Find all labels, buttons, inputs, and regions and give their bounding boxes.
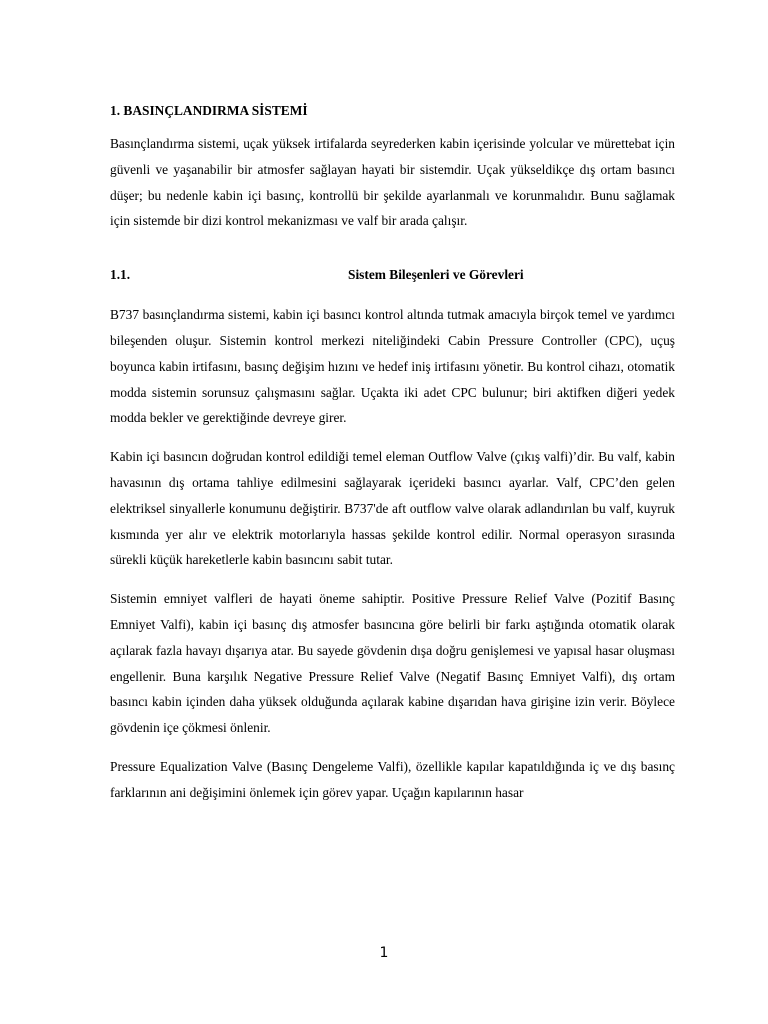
- body-paragraph: Pressure Equalization Valve (Basınç Dengeleme Valfi), özellikle kapılar kapatıldığında iç ve dış basınç farklarının ani değişimini önlemek için görev yapar. Uçağın kapılarının hasar: [110, 758, 675, 800]
- section-title: Sistem Bileşenleri ve Görevleri: [348, 267, 524, 283]
- intro-paragraph: Basınçlandırma sistemi, uçak yüksek irtifalarda seyrederken kabin içerisinde yolcular ve mürettebat için güvenli ve yaşanabilir bir atmosfer sağlayan hayati bir sistemdir. Uçak yükseldikçe dış ortam basıncı düşer; bu nedenle kabin içi basınç, kontrollü bir şekilde ayarlanmalı ve korunmalıdır. Bunu sağlamak için sistemde bir dizi kontrol mekanizması ve valf bir arada çalışır.: [110, 136, 675, 229]
- section-number: 1.1.: [110, 267, 131, 283]
- page-content: [110, 100, 675, 806]
- chapter-heading: 1. BASINÇLANDIRMA SİSTEMİ: [110, 103, 308, 118]
- body-paragraph: B737 basınçlandırma sistemi, kabin içi basıncı kontrol altında tutmak amacıyla birçok temel ve yardımcı bileşenden oluşur. Sistemin kontrol merkezi niteliğindeki Cabin Pressure Controller (CPC), uçuş boyunca kabin irtifasını, basınç değişim hızını ve hedef iniş irtifasını yönetir. Bu kontrol cihazı, otomatik modda sistemin sorunsuz çalışmasını sağlar. Uçakta iki adet CPC bulunur; biri aktifken diğeri yedek modda bekler ve gerektiğinde devreye girer.: [110, 307, 675, 426]
- section-heading: [110, 264, 675, 286]
- page-number: 1: [379, 945, 389, 961]
- body-paragraph: Sistemin emniyet valfleri de hayati öneme sahiptir. Positive Pressure Relief Valve (Pozitif Basınç Emniyet Valfi), kabin içi basınç dış atmosfer basıncına göre belirli bir farkı aştığında otomatik olarak açılarak fazla havayı dışarıya atar. Bu sayede gövdenin dışa doğru genişlemesi ve yapısal hasar oluşması engellenir. Buna karşılık Negative Pressure Relief Valve (Negatif Basınç Emniyet Valfi), dış ortam basıncı kabin içinden daha yüksek olduğunda açılarak kabine dışarıdan hava girişine izin verir. Böylece gövdenin içe çökmesi önlenir.: [110, 591, 675, 736]
- body-paragraph: Kabin içi basıncın doğrudan kontrol edildiği temel eleman Outflow Valve (çıkış valfi)’dir. Bu valf, kabin havasının dış ortama tahliye edilmesini sağlayarak içerideki basıncı ayarlar. Valf, CPC’den gelen elektriksel sinyallerle konumunu değiştirir. B737'de aft outflow valve olarak adlandırılan bu valf, kuyruk kısmında yer alır ve elektrik motorlarıyla hassas şekilde kontrol edilir. Normal operasyon sırasında sürekli küçük hareketlerle kabin basıncını sabit tutar.: [110, 449, 675, 568]
